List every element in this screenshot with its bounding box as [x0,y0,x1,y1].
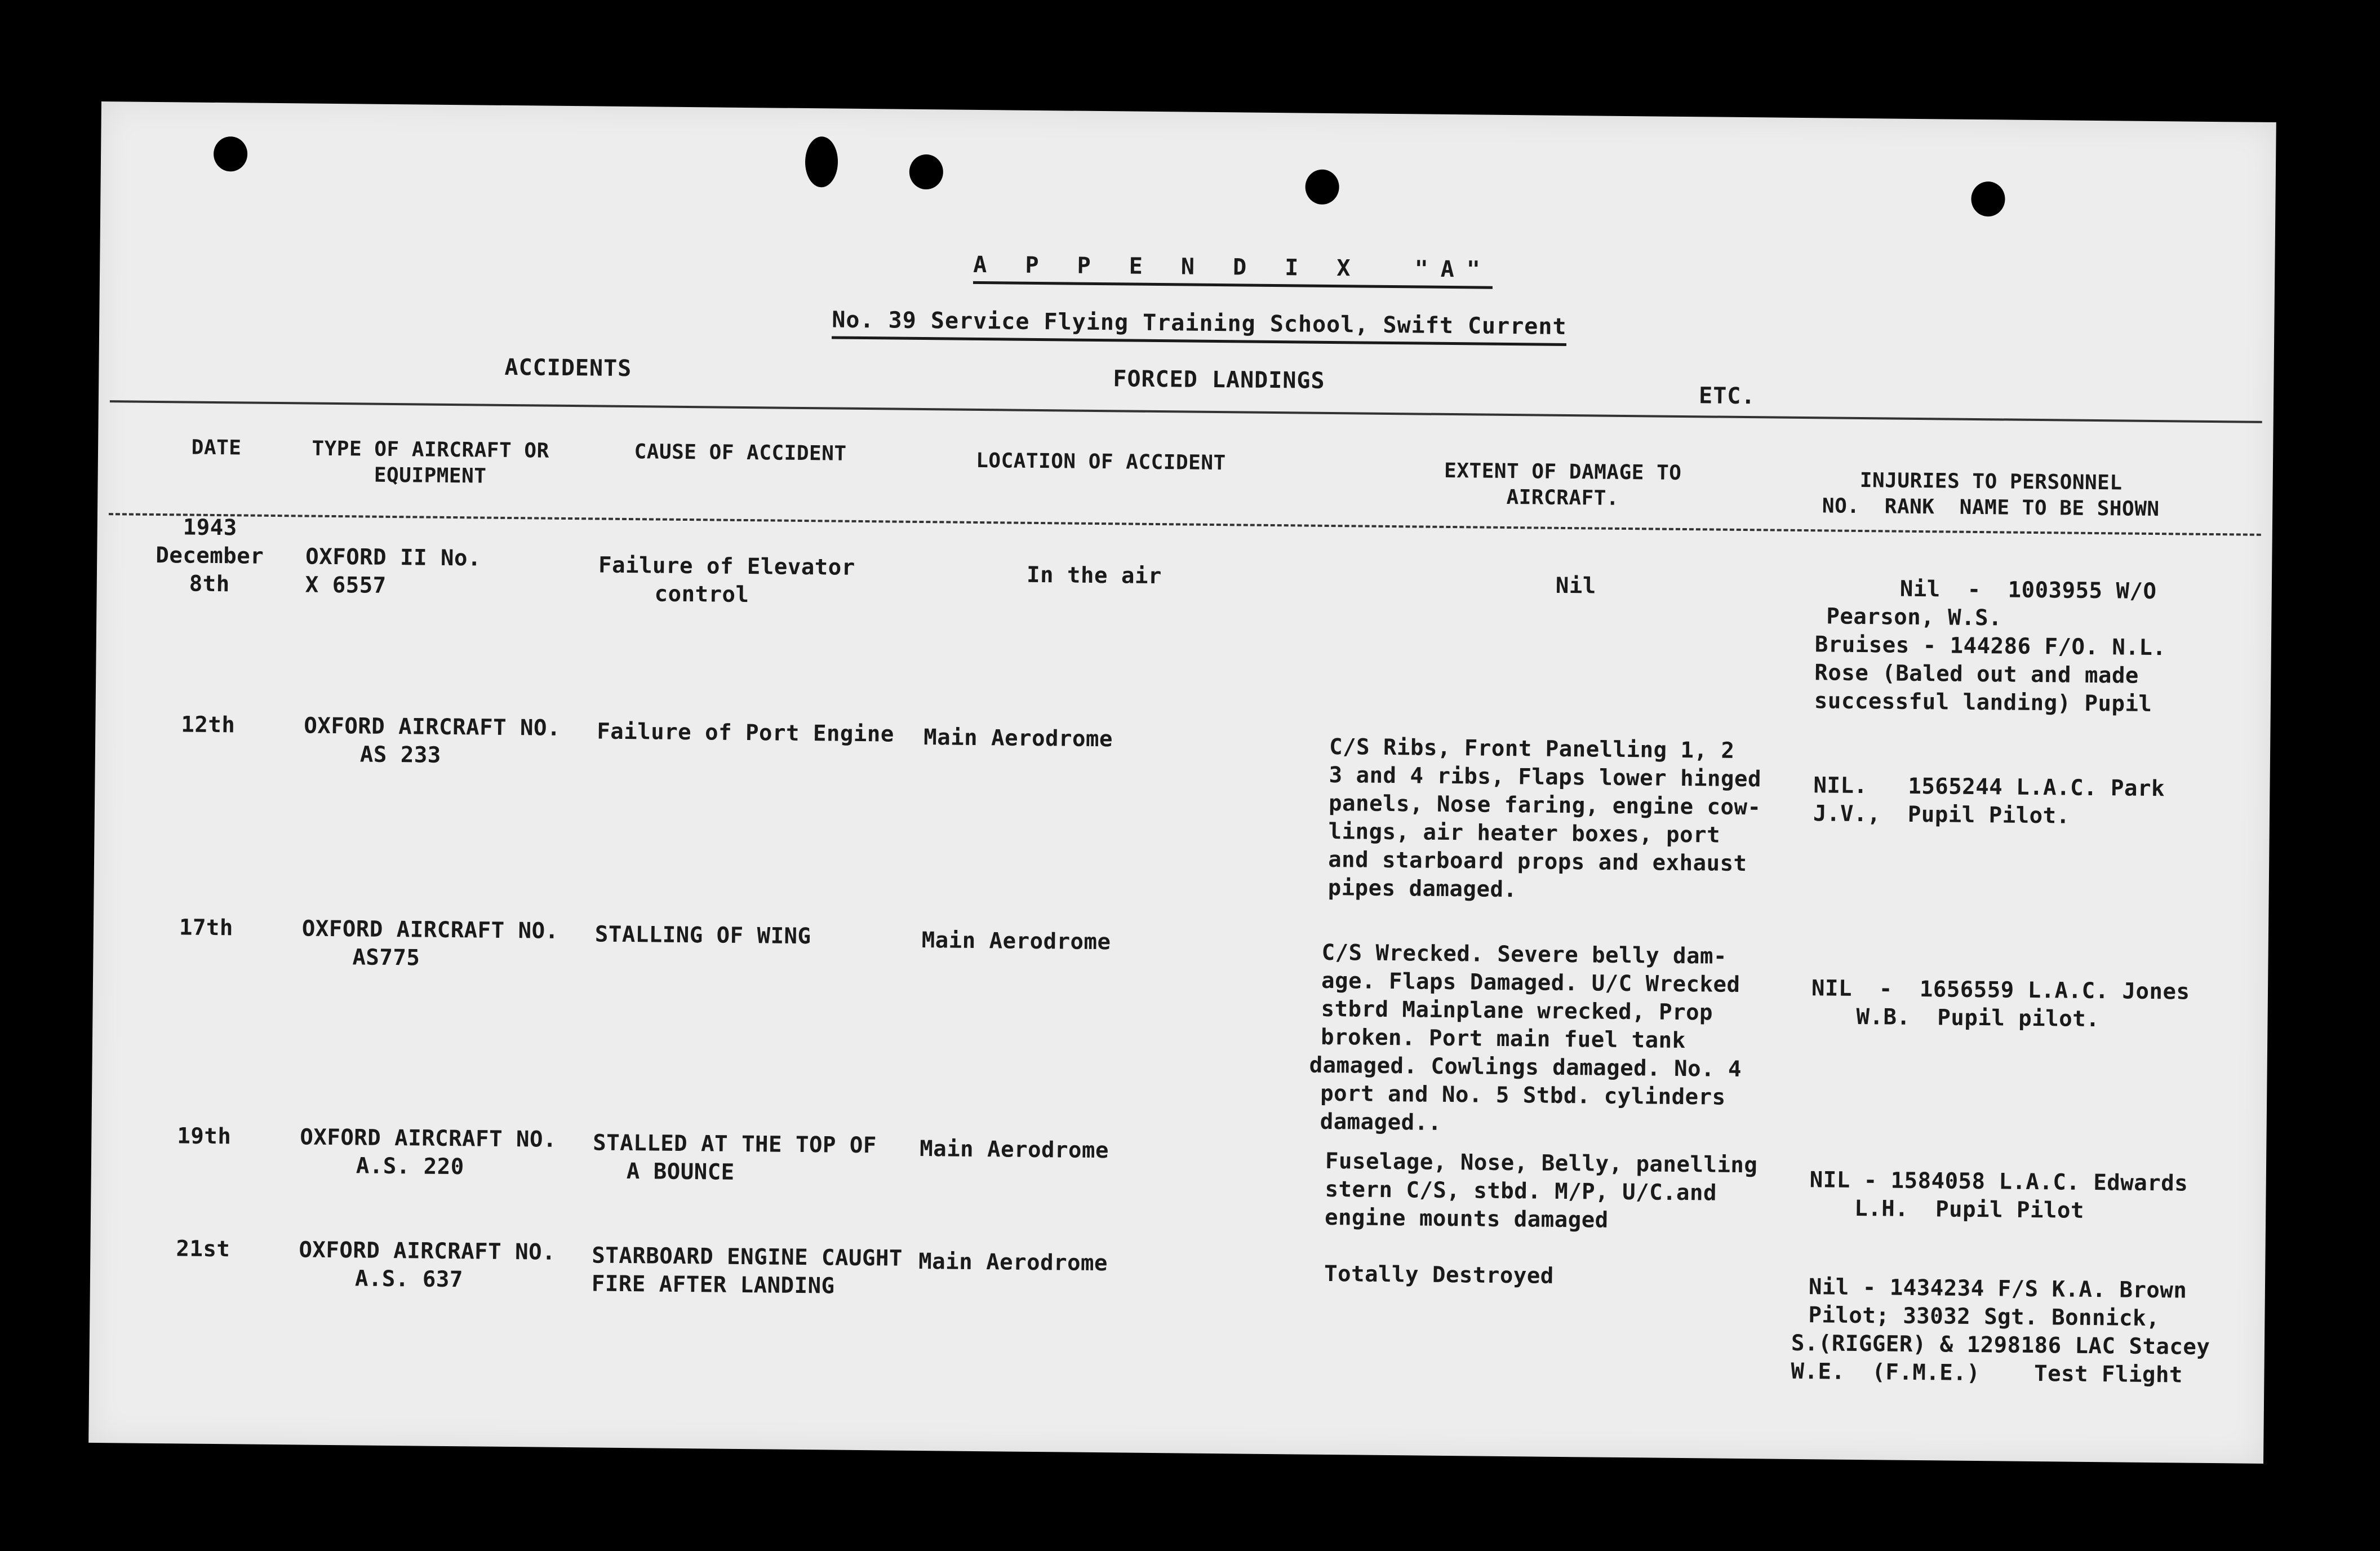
col-header-type: TYPE OF AIRCRAFT OR EQUIPMENT [312,437,549,488]
table-row-4-location: Main Aerodrome [920,1136,1109,1164]
punch-hole-2 [805,136,838,188]
section-forced-landings: FORCED LANDINGS [1113,366,1325,394]
table-row-2-location: Main Aerodrome [923,725,1113,752]
col-header-date: DATE [191,436,242,460]
table-row-2-type: OXFORD AIRCRAFT NO. AS 233 [304,713,561,768]
header-top-rule [110,400,2262,423]
table-row-5-location: Main Aerodrome [918,1249,1108,1277]
table-row-5-damage: Totally Destroyed [1324,1261,1554,1289]
col-header-location: LOCATION OF ACCIDENT [976,449,1226,475]
table-row-3-location: Main Aerodrome [921,928,1111,955]
table-row-1-location: In the air [1026,562,1162,590]
punch-hole-5 [1971,181,2005,217]
table-row-5-date: 21st [176,1236,230,1262]
table-row-1-type: OXFORD II No. X 6557 [305,544,482,599]
table-row-3-injuries: NIL - 1656559 L.A.C. Jones W.B. Pupil pilot. [1811,976,2190,1032]
table-row-3-cause: STALLING OF WING [594,921,811,950]
table-row-4-type: OXFORD AIRCRAFT NO. A.S. 220 [300,1124,557,1180]
section-etc: ETC. [1698,383,1756,410]
section-accidents: ACCIDENTS [504,354,632,382]
document-title: A P P E N D I X "A" [973,251,1493,289]
table-row-3-damage: C/S Wrecked. Severe belly dam- age. Flaps Damaged. U/C Wrecked stbrd Mainplane wrecked, Prop broken. Port main fuel tank damaged. Cowlings damaged. No. 4 port and No. 5 Stbd. cylinders damaged.. [1309,940,1742,1136]
table-row-5-injuries: Nil - 1434234 F/S K.A. Brown Pilot; 33032 Sgt. Bonnick, S.(RIGGER) & 1298186 LAC Stacey W.E. (F.M.E.) Test Flight [1791,1274,2210,1388]
table-row-4-date: 19th [177,1123,232,1150]
document-subtitle: No. 39 Service Flying Training School, Swift Current [832,305,1567,346]
table-row-5-cause: STARBOARD ENGINE CAUGHT FIRE AFTER LANDING [591,1243,903,1299]
col-header-damage: EXTENT OF DAMAGE TO AIRCRAFT. [1444,459,1682,510]
table-row-2-damage: C/S Ribs, Front Panelling 1, 2 3 and 4 ribs, Flaps lower hinged panels, Nose faring, engine cow- lings, air heater boxes, port and starboard props and exhaust pipes damaged. [1327,734,1762,903]
document-page [88,101,2276,1464]
table-row-2-injuries: NIL. 1565244 L.A.C. Park J.V., Pupil Pilot. [1813,773,2165,829]
table-row-2-cause: Failure of Port Engine [597,719,895,747]
table-row-5-type: OXFORD AIRCRAFT NO. A.S. 637 [299,1237,556,1293]
table-row-1-date: 1943 December 8th [156,515,264,597]
table-row-1-injuries: Nil - 1003955 W/O Pearson, W.S. Bruises - 144286 F/O. N.L. Rose (Baled out and made successful landing) Pupil [1814,576,2166,717]
col-header-cause: CAUSE OF ACCIDENT [634,440,847,466]
table-row-2-date: 12th [181,712,236,738]
col-header-injuries: INJURIES TO PERSONNEL NO. RANK NAME TO BE SHOWN [1822,468,2160,521]
punch-hole-4 [1305,170,1339,205]
table-row-3-date: 17th [179,915,234,941]
table-row-1-damage: Nil [1555,573,1597,599]
table-row-3-type: OXFORD AIRCRAFT NO. AS775 [301,916,559,971]
punch-hole-3 [909,154,944,190]
table-row-4-cause: STALLED AT THE TOP OF A BOUNCE [593,1130,877,1185]
punch-hole-1 [214,136,248,172]
table-row-4-injuries: NIL - 1584058 L.A.C. Edwards L.H. Pupil Pilot [1809,1167,2188,1224]
table-row-1-cause: Failure of Elevator control [598,552,855,608]
table-row-4-damage: Fuselage, Nose, Belly, panelling stern C/S, stbd. M/P, U/C.and engine mounts damaged [1324,1148,1758,1233]
